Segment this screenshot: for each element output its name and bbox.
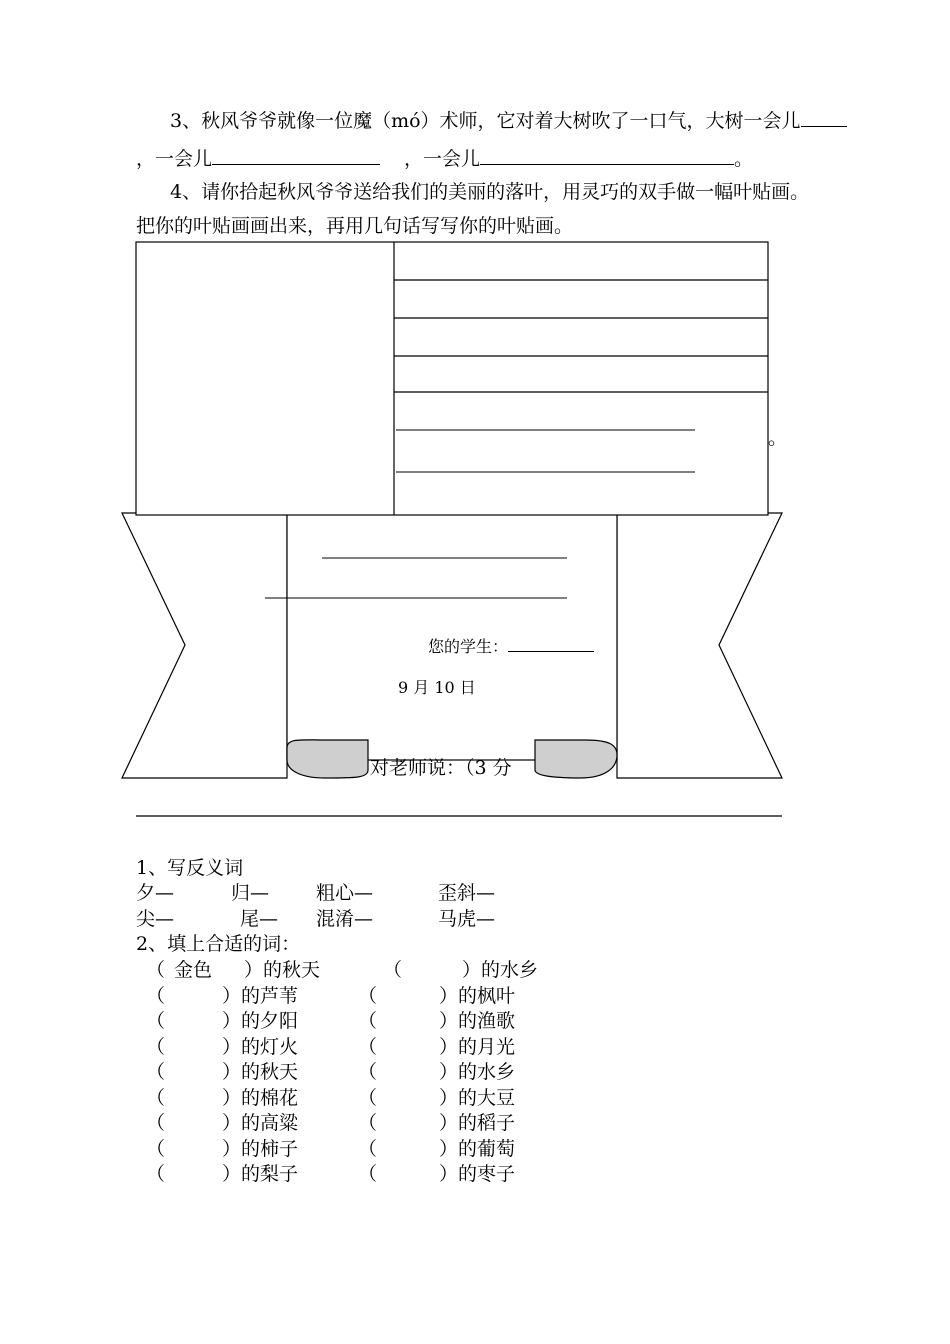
signature-blank[interactable] xyxy=(508,636,594,652)
leaf-picture-box[interactable] xyxy=(136,242,768,515)
fill-words-title: 2、填上合适的词： xyxy=(136,933,301,955)
question-3-end: 。 xyxy=(734,148,754,170)
open-paren[interactable]: （ xyxy=(146,985,166,1007)
card-body xyxy=(287,495,617,760)
open-paren[interactable]: （ xyxy=(358,1061,378,1083)
phrase-right: ）的月光 xyxy=(439,1036,516,1058)
phrase-left: ）的夕阳 xyxy=(222,1010,299,1032)
phrase-right: ）的枣子 xyxy=(439,1163,516,1185)
phrase-left: ）的秋天 xyxy=(222,1061,299,1083)
phrase-left: ）的芦苇 xyxy=(222,985,299,1007)
phrase-right: ）的大豆 xyxy=(439,1087,516,1109)
open-paren[interactable]: （ xyxy=(358,1010,378,1032)
open-paren[interactable]: （ xyxy=(358,1138,378,1160)
phrase-right: ）的渔歌 xyxy=(439,1010,516,1032)
phrase-left: ）的梨子 xyxy=(222,1163,299,1185)
antonym-item[interactable]: 歪斜— xyxy=(438,882,496,904)
signature-row xyxy=(428,635,594,659)
open-paren[interactable]: （ xyxy=(146,1087,166,1109)
open-paren[interactable]: （ xyxy=(358,985,378,1007)
card-date: 9 月 10 日 xyxy=(398,678,476,697)
antonym-item[interactable]: 混淆— xyxy=(316,908,374,930)
antonym-item[interactable]: 马虎— xyxy=(438,908,496,930)
question-3-text: 3、秋风爷爷就像一位魔（mó）术师，它对着大树吹了一口气，大树一会儿 xyxy=(170,110,801,132)
open-paren[interactable]: （ xyxy=(358,1087,378,1109)
antonym-item[interactable]: 尾— xyxy=(240,908,279,930)
scroll-curl-right xyxy=(535,740,617,778)
open-paren[interactable]: （ xyxy=(146,1036,166,1058)
open-paren: （ xyxy=(146,959,166,981)
fragment-right: 。 xyxy=(768,427,788,449)
open-paren[interactable]: （ xyxy=(358,1163,378,1185)
antonym-item[interactable]: 夕— xyxy=(136,882,175,904)
antonym-item[interactable]: 粗心— xyxy=(316,882,374,904)
open-paren[interactable]: （ xyxy=(358,1036,378,1058)
open-paren[interactable]: （ xyxy=(146,1112,166,1134)
question-4-line1: 4、请你拾起秋风爷爷送给我们的美丽的落叶，用灵巧的双手做一幅叶贴画。 xyxy=(170,181,810,203)
phrase-right: ）的稻子 xyxy=(439,1112,516,1134)
phrase-right: ）的水乡 xyxy=(439,1061,516,1083)
open-paren[interactable]: （ xyxy=(358,1112,378,1134)
open-paren[interactable]: （ xyxy=(146,1061,166,1083)
open-paren: （ xyxy=(383,959,403,981)
open-paren[interactable]: （ xyxy=(146,1010,166,1032)
antonyms-title: 1、写反义词 xyxy=(136,857,244,879)
phrase-left: ）的灯火 xyxy=(222,1036,299,1058)
phrase-left: ）的秋天 xyxy=(244,959,321,981)
antonym-item[interactable]: 尖— xyxy=(136,908,175,930)
scroll-curl-left xyxy=(287,740,368,778)
filled-word[interactable]: 金色 xyxy=(174,959,213,981)
phrase-left: ）的高粱 xyxy=(222,1112,299,1134)
phrase-right: ）的葡萄 xyxy=(439,1138,516,1160)
ribbon-right xyxy=(617,513,782,778)
signature-label: 您的学生： xyxy=(428,637,509,656)
ribbon-left xyxy=(122,513,287,778)
phrase-left: ）的棉花 xyxy=(222,1087,299,1109)
phrase-right: ）的枫叶 xyxy=(439,985,516,1007)
open-paren[interactable]: （ xyxy=(146,1163,166,1185)
question-3-part-b: ，一会儿 xyxy=(404,148,481,170)
behind-text: 对老师说：（3 分 xyxy=(370,757,512,779)
open-paren[interactable]: （ xyxy=(146,1138,166,1160)
phrase-left: ）的柿子 xyxy=(222,1138,299,1160)
antonym-item[interactable]: 归— xyxy=(231,882,270,904)
question-4-line2: 把你的叶贴画画出来，再用几句话写写你的叶贴画。 xyxy=(136,215,574,237)
phrase-right: ）的水乡 xyxy=(462,959,539,981)
question-3-part-a: ，一会儿 xyxy=(136,148,213,170)
